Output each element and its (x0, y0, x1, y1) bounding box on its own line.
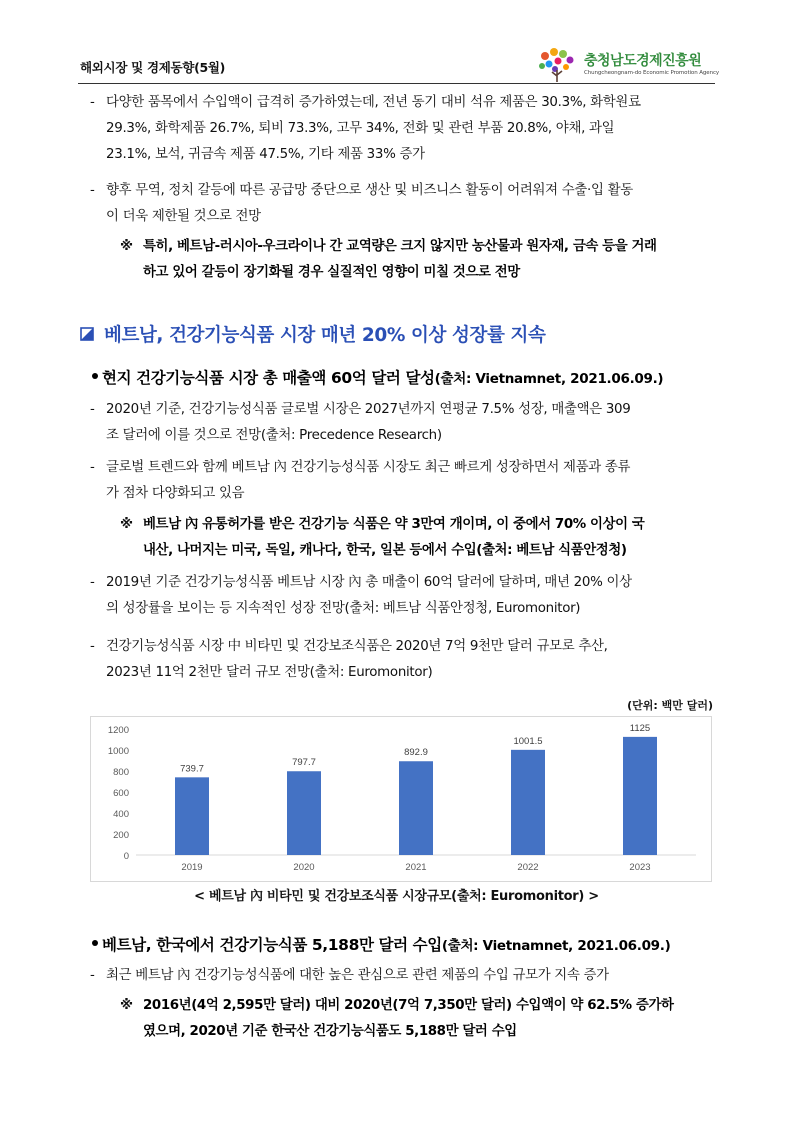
y-tick-label: 0 (123, 851, 129, 862)
y-tick-label: 600 (113, 788, 129, 799)
text-line: 가 점차 다양화되고 있음 (106, 486, 245, 501)
bullet-dot (92, 373, 98, 379)
flower-logo-icon (536, 46, 580, 84)
text-line: 다양한 품목에서 수입액이 급격히 증가하였는데, 전년 동기 대비 석유 제품은 30.3%, 화학원료 (106, 95, 641, 110)
note-mark: ※ (120, 998, 134, 1013)
subsection-title-text: 현지 건강기능식품 시장 총 매출액 60억 달러 달성 (102, 369, 435, 387)
chart-bar (511, 750, 545, 855)
note-mark: ※ (120, 239, 134, 254)
section-square-icon (80, 327, 94, 341)
subsection-1-title (102, 366, 663, 388)
text-line: 하고 있어 갈등이 장기화될 경우 실질적인 영향이 미칠 것으로 전망 (143, 265, 520, 280)
text-line: 최근 베트남 內 건강기능성식품에 대한 높은 관심으로 관련 제품의 수입 규모가 지속 증가 (106, 968, 609, 983)
text-line: 향후 무역, 정치 갈등에 따른 공급망 중단으로 생산 및 비즈니스 활동이 어려워져 수출·입 활동 (106, 183, 633, 198)
chart-bar (287, 771, 321, 855)
subsection-source: (출처: Vietnamnet, 2021.06.09.) (441, 938, 671, 954)
section-title: 베트남, 건강기능식품 시장 매년 20% 이상 성장률 지속 (104, 325, 546, 346)
dash-marker: - (90, 402, 95, 417)
data-label: 1125 (629, 722, 651, 734)
dash-marker: - (90, 183, 95, 198)
agency-logo (536, 46, 720, 84)
intro-item-1 (106, 90, 716, 168)
data-label: 797.7 (292, 757, 316, 769)
sub1-item-3 (106, 570, 716, 622)
sub1-item-2 (106, 455, 716, 507)
y-tick-label: 800 (113, 767, 129, 778)
sub2-note (143, 993, 716, 1045)
note-mark: ※ (120, 517, 134, 532)
text-line: 글로벌 트렌드와 함께 베트남 內 건강기능성식품 시장도 최근 빠르게 성장하면서 제품과 종류 (106, 460, 631, 475)
chart-bar (175, 777, 209, 855)
intro-item-2 (106, 178, 716, 230)
sub2-item-1 (106, 963, 716, 989)
chart-caption: < 베트남 內 비타민 및 건강보조식품 시장규모(출처: Euromonitor) > (194, 889, 599, 904)
header-divider (78, 83, 715, 84)
text-line: 2020년 기준, 건강기능성식품 글로벌 시장은 2027년까지 연평균 7.5% 성장, 매출액은 309 (106, 402, 631, 417)
dash-marker: - (90, 575, 95, 590)
text-line: 23.1%, 보석, 귀금속 제품 47.5%, 기타 제품 33% 증가 (106, 147, 425, 162)
dash-marker: - (90, 639, 95, 654)
x-tick-label: 2021 (405, 862, 427, 873)
logo-subtitle: Chungcheongnam-do Economic Promotion Agency (584, 70, 720, 76)
bar-chart (91, 717, 711, 881)
y-tick-label: 400 (113, 809, 129, 820)
text-line: 29.3%, 화학제품 26.7%, 퇴비 73.3%, 고무 34%, 전화 및 관련 부품 20.8%, 야채, 과일 (106, 121, 615, 136)
x-tick-label: 2022 (517, 862, 539, 873)
text-line: 조 달러에 이를 것으로 전망(출처: Precedence Research) (106, 428, 442, 443)
subsection-source: (출처: Vietnamnet, 2021.06.09.) (434, 371, 664, 387)
chart-bar (399, 761, 433, 855)
sub1-item-4 (106, 634, 716, 686)
text-line: 의 성장률을 보이는 등 지속적인 성장 전망(출처: 베트남 식품안정청, Euromonitor) (106, 601, 581, 616)
text-line: 이 더욱 제한될 것으로 전망 (106, 209, 261, 224)
subsection-title-text: 베트남, 한국에서 건강기능식품 5,188만 달러 수입 (102, 936, 442, 954)
data-label: 1001.5 (513, 735, 543, 747)
x-tick-label: 2019 (181, 862, 203, 873)
sub1-note (143, 512, 716, 564)
data-label: 739.7 (180, 763, 204, 775)
sub1-item-1 (106, 397, 716, 449)
dash-marker: - (90, 95, 95, 110)
document-header-title: 해외시장 및 경제동향(5월) (80, 60, 226, 75)
dash-marker: - (90, 968, 95, 983)
text-line: 2016년(4억 2,595만 달러) 대비 2020년(7억 7,350만 달러) 수입액이 약 62.5% 증가하 (143, 998, 674, 1013)
text-line: 건강기능성식품 시장 中 비타민 및 건강보조식품은 2020년 7억 9천만 달러 규모로 추산, (106, 639, 608, 654)
text-line: 였으며, 2020년 기준 한국산 건강기능식품도 5,188만 달러 수입 (143, 1024, 517, 1039)
dash-marker: - (90, 460, 95, 475)
y-tick-label: 1200 (107, 725, 129, 736)
y-tick-label: 1000 (107, 746, 129, 757)
y-tick-label: 200 (113, 830, 129, 841)
chart-unit-label: (단위: 백만 달러) (627, 699, 713, 712)
text-line: 2023년 11억 2천만 달러 규모 전망(출처: Euromonitor) (106, 665, 433, 680)
text-line: 2019년 기준 건강기능성식품 베트남 시장 內 총 매출이 60억 달러에 달하며, 매년 20% 이상 (106, 575, 632, 590)
logo-name: 충청남도경제진흥원 (584, 53, 702, 69)
intro-note (143, 234, 716, 286)
x-tick-label: 2023 (629, 862, 651, 873)
chart-bar (623, 737, 657, 855)
x-tick-label: 2020 (293, 862, 315, 873)
text-line: 특히, 베트남-러시아-우크라이나 간 교역량은 크지 않지만 농산물과 원자재, 금속 등을 거래 (143, 239, 657, 254)
data-label: 892.9 (404, 747, 428, 759)
chart-container (90, 716, 712, 882)
subsection-2-title (102, 933, 670, 955)
text-line: 베트남 內 유통허가를 받은 건강기능 식품은 약 3만여 개이며, 이 중에서 70% 이상이 국 (143, 517, 645, 532)
bullet-dot (92, 940, 98, 946)
text-line: 내산, 나머지는 미국, 독일, 캐나다, 한국, 일본 등에서 수입(출처: 베트남 식품안정청) (143, 543, 627, 558)
